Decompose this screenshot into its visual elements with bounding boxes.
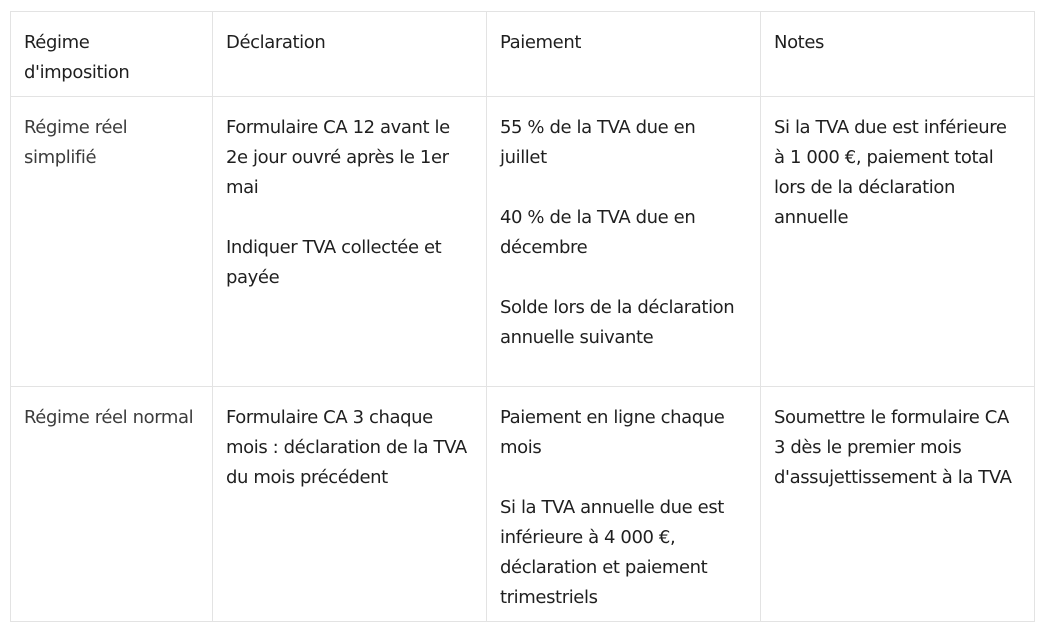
- tva-regimes-table: [10, 11, 1035, 622]
- cell-declaration: [213, 97, 487, 387]
- table-row: [11, 387, 1035, 622]
- header-paiement: Paiement: [487, 12, 761, 97]
- notes-paragraph: Si la TVA due est inférieure à 1 000 €, paiement total lors de la déclaration annuelle: [774, 117, 1007, 228]
- header-notes: Notes: [761, 12, 1035, 97]
- cell-regime: Régime réel normal: [11, 387, 213, 622]
- paiement-paragraph: Paiement en ligne chaque mois: [500, 407, 725, 458]
- declaration-paragraph: Formulaire CA 3 chaque mois : déclaration de la TVA du mois précédent: [226, 407, 467, 488]
- cell-paiement: [487, 97, 761, 387]
- declaration-paragraph: Formulaire CA 12 avant le 2e jour ouvré après le 1er mai: [226, 117, 450, 198]
- paiement-paragraph: 40 % de la TVA due en décembre: [500, 207, 696, 258]
- notes-paragraph: Soumettre le formulaire CA 3 dès le premier mois d'assujettissement à la TVA: [774, 407, 1012, 488]
- table-row: [11, 97, 1035, 387]
- cell-declaration: [213, 387, 487, 622]
- cell-regime: Régime réel simplifié: [11, 97, 213, 387]
- cell-notes: [761, 97, 1035, 387]
- paiement-paragraph: Solde lors de la déclaration annuelle suivante: [500, 297, 735, 348]
- header-declaration: Déclaration: [213, 12, 487, 97]
- cell-notes: [761, 387, 1035, 622]
- paiement-paragraph: Si la TVA annuelle due est inférieure à 4 000 €, déclaration et paiement trimestriels: [500, 497, 724, 608]
- header-regime: Régime d'imposition: [11, 12, 213, 97]
- paiement-paragraph: 55 % de la TVA due en juillet: [500, 117, 696, 168]
- table-header-row: [11, 12, 1035, 97]
- declaration-paragraph: Indiquer TVA collectée et payée: [226, 237, 442, 288]
- cell-paiement: [487, 387, 761, 622]
